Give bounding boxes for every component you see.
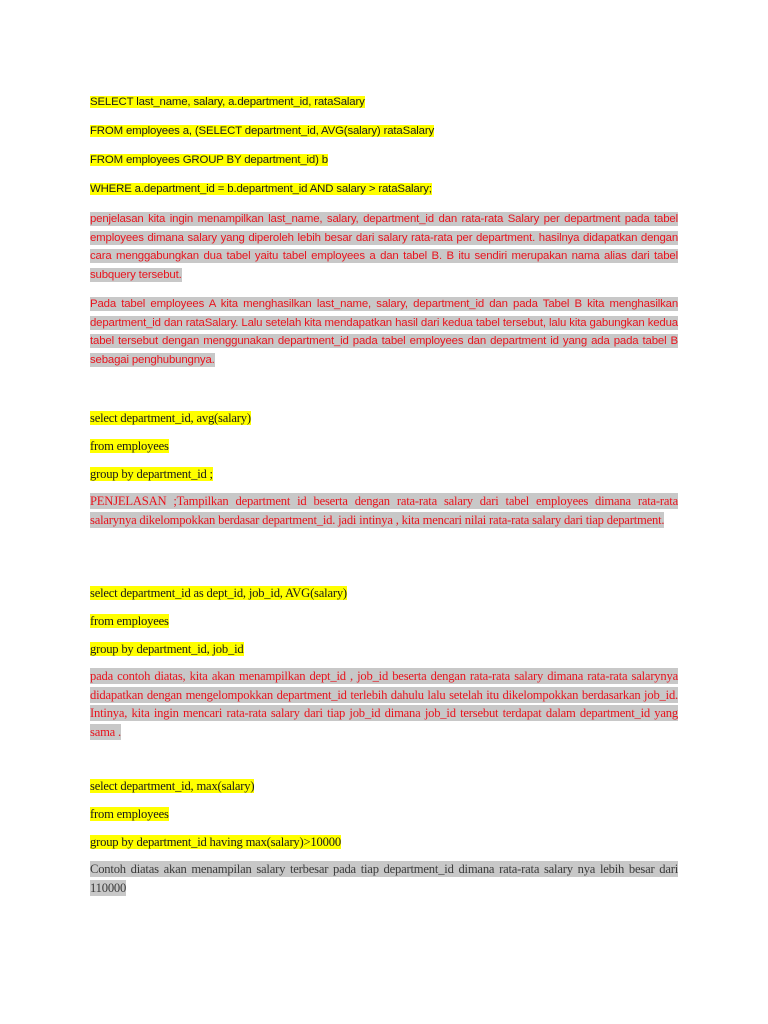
sql-line: group by department_id, job_id: [90, 642, 244, 656]
sql-line: select department_id, avg(salary): [90, 411, 251, 425]
sql-line: from employees: [90, 439, 169, 453]
explanation-paragraph: Pada tabel employees A kita menghasilkan last_name, salary, department_id dan pada Tabel B kita menghasilkan department_id dan rataSalary. Lalu setelah kita mendapatkan hasil dari kedua tabel tersebut, lalu kita gabungkan kedua tabel tersebut dengan menggunakan department_id pada tabel employees dan department id yang ada pada tabel B sebagai penghubungnya.: [90, 298, 678, 367]
sql-line: WHERE a.department_id = b.department_id AND salary > rataSalary;: [90, 183, 432, 195]
sql-line: select department_id, max(salary): [90, 779, 255, 793]
sql-line: from employees: [90, 614, 169, 628]
explanation-paragraph: Contoh diatas akan menampilan salary terbesar pada tiap department_id dimana rata-rata salary nya lebih besar dari 110000: [90, 862, 678, 895]
sql-line: SELECT last_name, salary, a.department_id, rataSalary: [90, 96, 365, 108]
sql-line: group by department_id ;: [90, 467, 213, 481]
explanation-paragraph: penjelasan kita ingin menampilkan last_name, salary, department_id dan rata-rata Salary per department pada tabel employees dimana salary yang diperoleh lebih besar dari salary rata-rata per department. hasilnya didapatkan dengan cara menggabungkan dua tabel yaitu tabel employees a dan tabel B. B itu sendiri merupakan nama alias dari tabel subquery tersebut.: [90, 213, 678, 282]
explanation-paragraph: pada contoh diatas, kita akan menampilkan dept_id , job_id beserta dengan rata-rata salary dimana rata-rata salarynya didapatkan dengan mengelompokkan department_id terlebih dahulu lalu setelah itu dikelompokkan berdasarkan job_id. Intinya, kita ingin mencari rata-rata salary dari tiap job_id dimana job_id tersebut terdapat dalam department_id yang sama .: [90, 669, 678, 740]
explanation-paragraph: PENJELASAN ;Tampilkan department id beserta dengan rata-rata salary dari tabel employees dimana rata-rata salarynya dikelompokkan berdasar department_id. jadi intinya , kita mencari nilai rata-rata salary dari tiap department.: [90, 494, 678, 527]
sql-line: select department_id as dept_id, job_id, AVG(salary): [90, 586, 347, 600]
sql-line: from employees: [90, 807, 169, 821]
sql-line: group by department_id having max(salary)>10000: [90, 835, 341, 849]
sql-line: FROM employees a, (SELECT department_id, AVG(salary) rataSalary: [90, 125, 435, 137]
sql-line: FROM employees GROUP BY department_id) b: [90, 154, 328, 166]
